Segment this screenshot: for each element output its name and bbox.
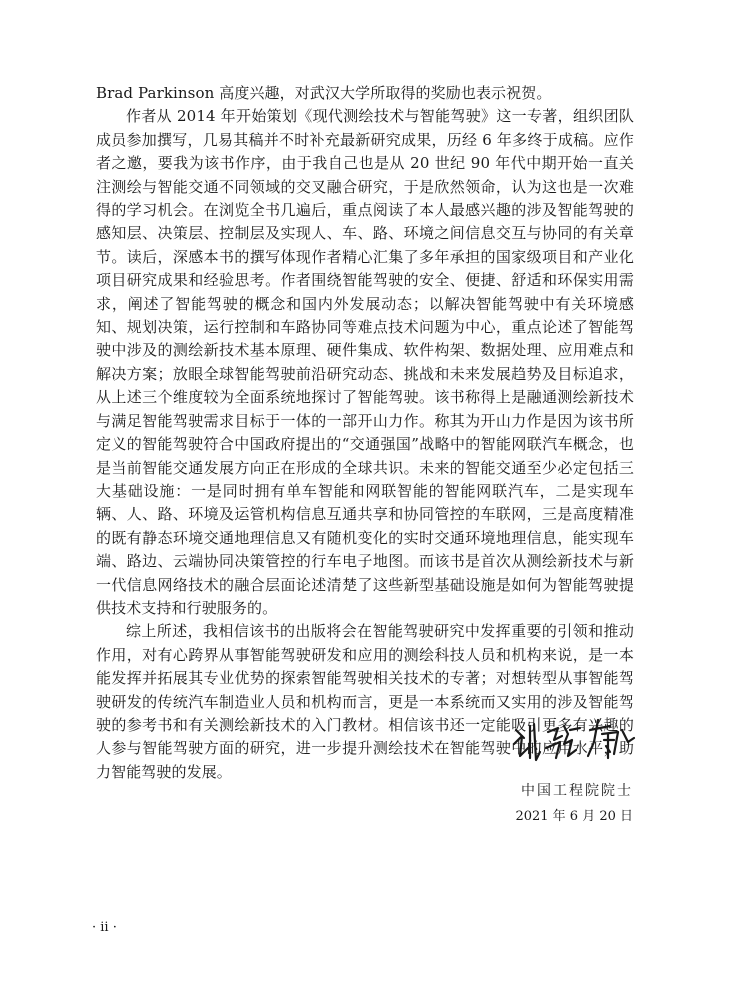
signature-date: 2021 年 6 月 20 日: [515, 809, 633, 824]
paragraph-2: 作者从 2014 年开始策划《现代测绘技术与智能驾驶》这一专著，组织团队成员参加撰写，几易其稿并不时补充最新研究成果，历经 6 年多终于成稿。应作者之邀，要我为该书作序，由于我自己也是从 20 世纪 90 年代中期开始一直关注测绘与智能交通不同领域的交叉融合研究，于是欣然领命，认为这也是一次难得的学习机会。在浏览全书几遍后，重点阅读了本人最感兴趣的涉及智能驾驶的感知层、决策层、控制层及实现人、车、路、环境之间信息交互与协同的有关章节。读后，深感本书的撰写体现作者精心汇集了多年承担的国家级项目和产业化项目研究成果和经验思考。作者围绕智能驾驶的安全、便捷、舒适和环保实用需求，阐述了智能驾驶的概念和国内外发展动态；以解决智能驾驶中有关环境感知、规划决策，运行控制和车路协同等难点技术问题为中心，重点论述了智能驾驶中涉及的测绘新技术基本原理、硬件集成、软件构架、数据处理、应用难点和解决方案；放眼全球智能驾驶前沿研究动态、挑战和未来发展趋势及目标追求，从上述三个维度较为全面系统地探讨了智能驾驶。该书称得上是融通测绘新技术与满足智能驾驶需求目标于一体的一部开山力作。称其为开山力作是因为该书所定义的智能驾驶符合中国政府提出的“交通强国”战略中的智能网联汽车概念，也是当前智能交通发展方向正在形成的全球共识。未来的智能交通至少必定包括三大基础设施：一是同时拥有单车智能和网联智能的智能网联汽车，二是实现车辆、人、路、环境及运管机构信息互通共享和协同管控的车联网，三是高度精准的既有静态环境交通地理信息又有随机变化的实时交通环境地理信息，能实现车端、路边、云端协同决策管控的行车电子地图。而该书是首次从测绘新技术与新一代信息网络技术的融合层面论述清楚了这些新型基础设施是如何为智能驾驶提供技术支持和行驶服务的。: [96, 107, 634, 617]
paragraph-1: Brad Parkinson 高度兴趣，对武汉大学所取得的奖励也表示祝贺。: [96, 84, 552, 102]
foreword-body: [96, 82, 634, 784]
paragraph-3: 综上所述，我相信该书的出版将会在智能驾驶研究中发挥重要的引领和推动作用，对有心跨界从事智能驾驶研发和应用的测绘科技人员和机构来说，是一本能发挥并拓展其专业优势的探索智能驾驶相关技术的专著；对想转型从事智能驾驶研发的传统汽车制造业人员和机构而言，更是一本系统而又实用的涉及智能驾驶的参考书和有关测绘新技术的入门教材。相信该书还一定能吸引更多有兴趣的人参与智能驾驶方面的研究，进一步提升测绘技术在智能驾驶中的应用水平，助力智能驾驶的发展。: [96, 622, 634, 781]
page-number: · ii ·: [92, 920, 117, 935]
signer-title: 中国工程院院士: [521, 783, 633, 799]
signature-icon: [510, 712, 650, 772]
